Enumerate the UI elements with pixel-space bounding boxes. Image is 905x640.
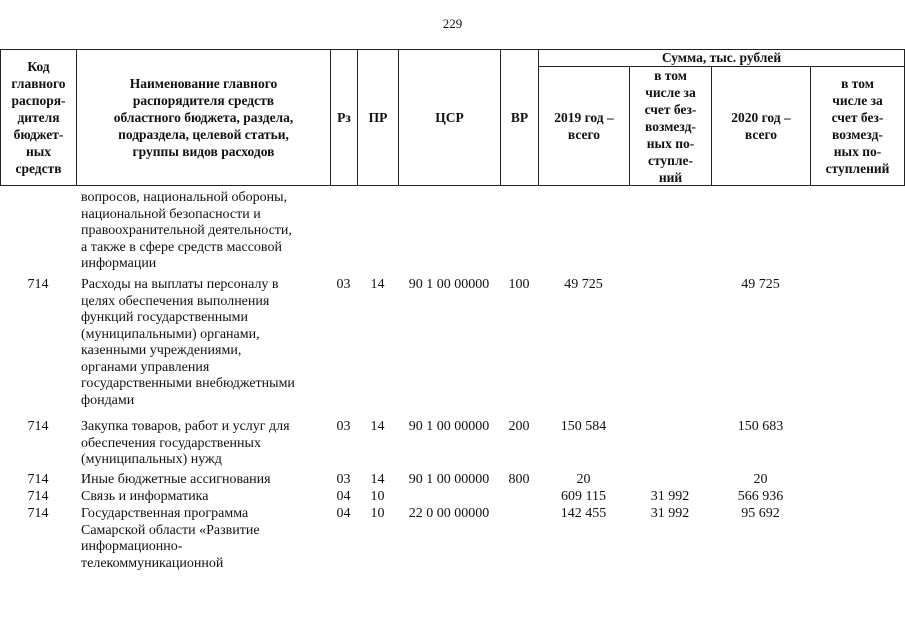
row-vr: 800 bbox=[508, 472, 530, 487]
row-code: 714 bbox=[27, 419, 49, 434]
header-pr: ПР bbox=[368, 109, 388, 125]
header-2019-total: 2019 год – всего bbox=[554, 110, 614, 142]
page-number: 229 bbox=[442, 16, 463, 31]
row-csr: 90 1 00 00000 bbox=[408, 472, 490, 487]
row-code: 714 bbox=[27, 472, 49, 487]
continuation-text: вопросов, национальной обороны, национальной безопасности и правоохранительной деятельности, а также в сфере средств массовой информации bbox=[81, 190, 292, 271]
row-rz: 03 bbox=[336, 277, 351, 292]
header-2020-free: в том числе за счет без- возмезд- ных по- ступлений bbox=[825, 76, 890, 176]
row-2019-total: 150 584 bbox=[560, 419, 607, 434]
row-name: Государственная программа Самарской области «Развитие информационно- телекоммуникационной bbox=[81, 506, 260, 571]
row-rz: 04 bbox=[336, 506, 351, 521]
row-code: 714 bbox=[27, 506, 49, 521]
header-2020-total: 2020 год – всего bbox=[731, 110, 791, 142]
row-code: 714 bbox=[27, 277, 49, 292]
row-pr: 14 bbox=[370, 419, 385, 434]
row-2020-total: 49 725 bbox=[741, 277, 780, 292]
row-pr: 10 bbox=[370, 489, 385, 504]
header-sum: Сумма, тыс. рублей bbox=[661, 50, 782, 65]
header-rz: Рз bbox=[337, 109, 351, 125]
row-vr: 200 bbox=[508, 419, 530, 434]
row-name: Связь и информатика bbox=[81, 489, 209, 504]
row-2020-total: 95 692 bbox=[741, 506, 780, 521]
row-2020-total: 566 936 bbox=[737, 489, 784, 504]
row-2020-total: 20 bbox=[753, 472, 768, 487]
row-2019-total: 49 725 bbox=[564, 277, 603, 292]
header-csr: ЦСР bbox=[435, 109, 464, 125]
header-bottom-rule bbox=[0, 185, 905, 186]
row-name: Расходы на выплаты персоналу в целях обеспечения выполнения функций государственными (муниципальными) органами, казенными учреждениями, органами управления государственными внебюджетными фондами bbox=[81, 277, 295, 408]
row-name: Иные бюджетные ассигнования bbox=[81, 472, 271, 487]
header-code: Код главного распоря- дителя бюджет- ных средств bbox=[11, 58, 66, 176]
row-pr: 14 bbox=[370, 472, 385, 487]
table-header bbox=[0, 49, 905, 185]
row-code: 714 bbox=[27, 489, 49, 504]
row-2019-free: 31 992 bbox=[650, 506, 690, 521]
row-csr: 90 1 00 00000 bbox=[408, 419, 490, 434]
row-csr: 90 1 00 00000 bbox=[408, 277, 490, 292]
row-2019-total: 609 115 bbox=[561, 489, 606, 504]
row-2019-free: 31 992 bbox=[650, 489, 690, 504]
row-2019-total: 142 455 bbox=[560, 506, 607, 521]
row-rz: 03 bbox=[336, 419, 351, 434]
row-rz: 03 bbox=[336, 472, 351, 487]
row-csr: 22 0 00 00000 bbox=[408, 506, 490, 521]
row-rz: 04 bbox=[336, 489, 351, 504]
header-name: Наименование главного распорядителя средств областного бюджета, раздела, подраздела, целевой статьи, группы видов расходов bbox=[113, 75, 294, 159]
row-name: Закупка товаров, работ и услуг для обеспечения государственных (муниципальных) нужд bbox=[81, 419, 290, 467]
header-2019-free: в том числе за счет без- возмезд- ных по- ступле- ний bbox=[644, 67, 697, 185]
row-pr: 10 bbox=[370, 506, 385, 521]
row-2020-total: 150 683 bbox=[737, 419, 784, 434]
row-vr: 100 bbox=[508, 277, 530, 292]
header-vr: ВР bbox=[510, 109, 529, 125]
row-2019-total: 20 bbox=[576, 472, 591, 487]
row-pr: 14 bbox=[370, 277, 385, 292]
